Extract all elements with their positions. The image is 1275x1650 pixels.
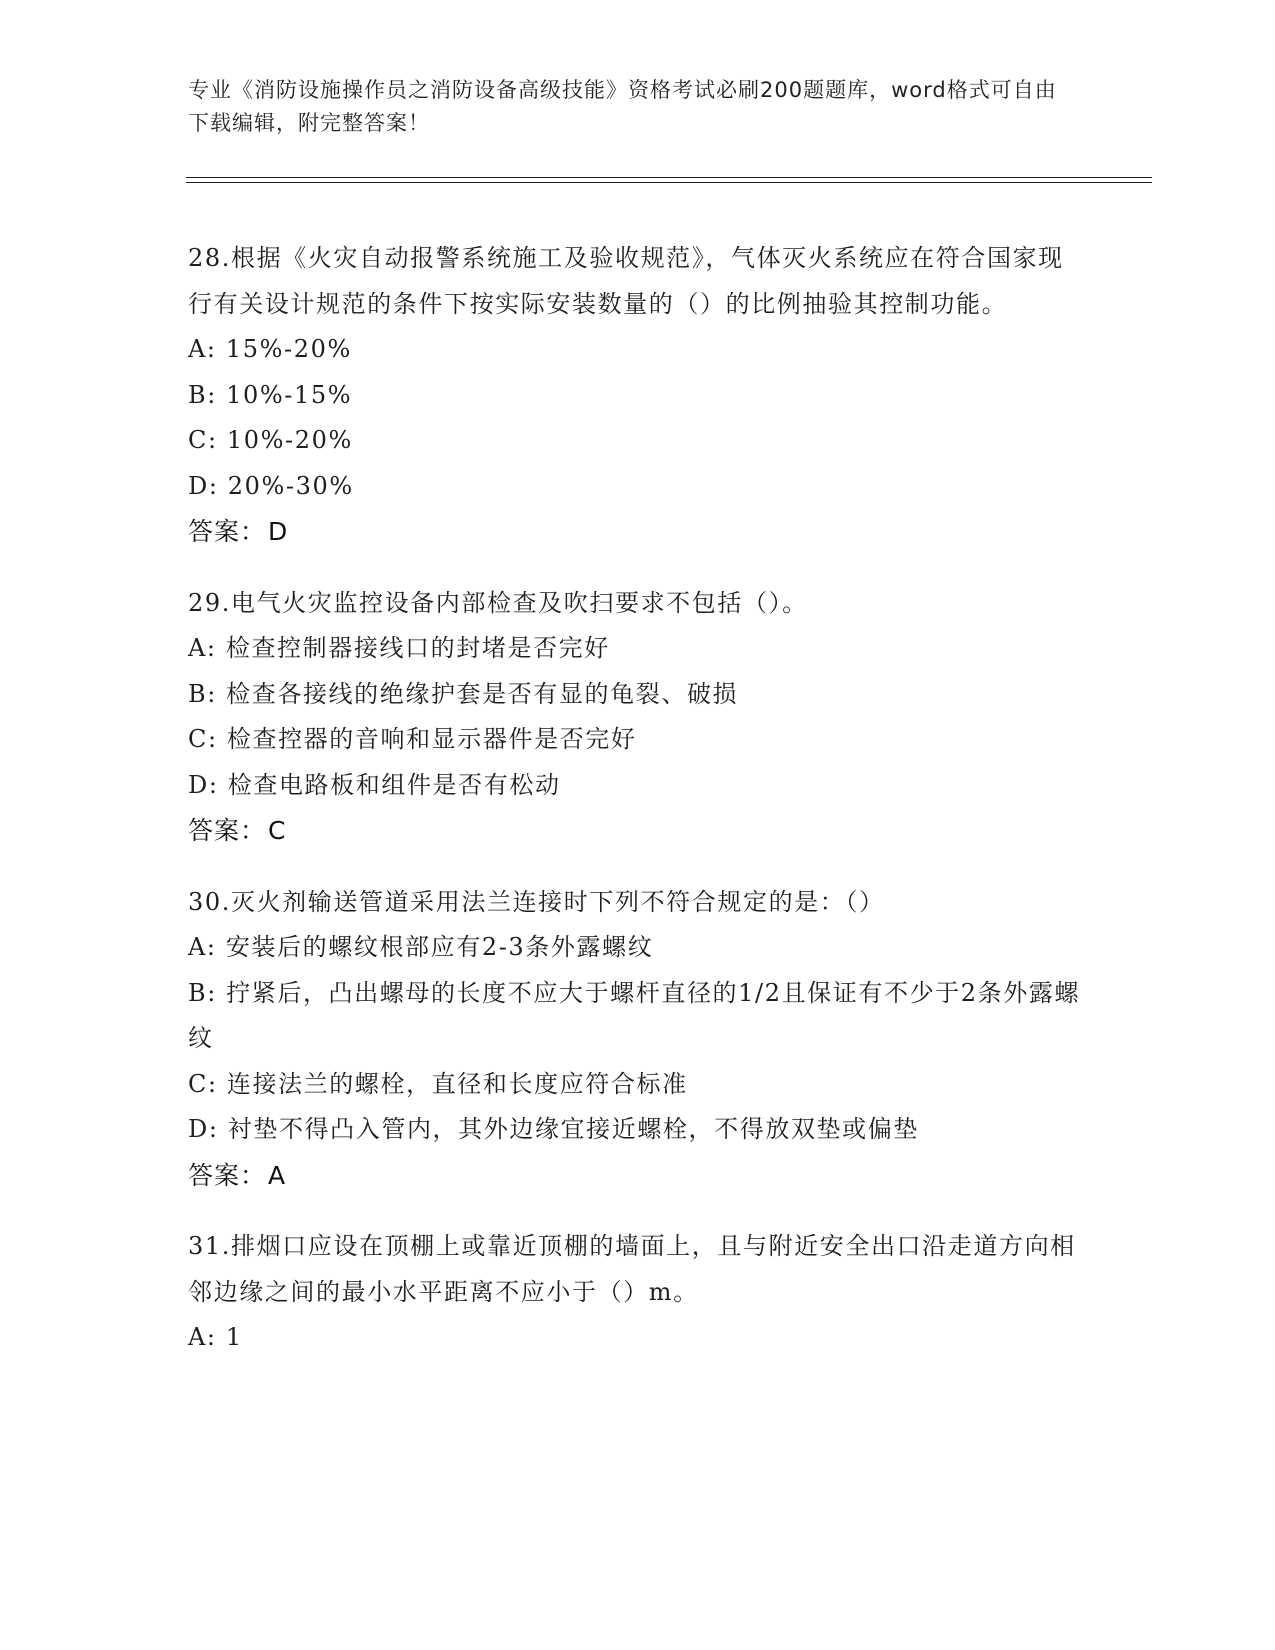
option-d: D: 检查电路板和组件是否有松动 — [188, 770, 561, 799]
answer-line — [188, 509, 1088, 555]
option-a: A: 1 — [188, 1323, 243, 1351]
document-header — [188, 74, 1068, 140]
option-b: B: 拧紧后，凸出螺母的长度不应大于螺杆直径的1/2且保证有不少于2条外露螺纹 — [188, 978, 1081, 1052]
header-divider-top — [186, 177, 1152, 178]
answer-label: 答案： — [188, 517, 267, 546]
option-a: A: 15%-20% — [188, 335, 352, 363]
option-d: D: 20%-30% — [188, 471, 354, 500]
question-stem: 31.排烟口应设在顶棚上或靠近顶棚的墙面上，且与附近安全出口沿走道方向相邻边缘之间的最小水平距离不应小于（）m。 — [188, 1232, 1076, 1306]
answer-value: D — [268, 517, 289, 546]
option-b: B: 10%-15% — [188, 380, 353, 409]
option-a: A: 检查控制器接线口的封堵是否完好 — [188, 634, 610, 662]
answer-line — [188, 1153, 1088, 1199]
header-divider-bottom — [186, 182, 1152, 183]
question-31 — [188, 1224, 1088, 1361]
option-d: D: 衬垫不得凸入管内，其外边缘宜接近螺栓，不得放双垫或偏垫 — [188, 1115, 919, 1143]
answer-label: 答案： — [188, 1160, 267, 1190]
answer-value: A — [268, 1160, 287, 1190]
option-b: B: 检查各接线的绝缘护套是否有显的龟裂、破损 — [188, 679, 739, 708]
header-text: 专业《消防设施操作员之消防设备高级技能》资格考试必刷200题题库，word格式可自由下载编辑，附完整答案！ — [188, 78, 1057, 135]
option-c: C: 连接法兰的螺栓，直径和长度应符合标准 — [188, 1069, 688, 1098]
option-a: A: 安装后的螺纹根部应有2-3条外露螺纹 — [188, 933, 654, 961]
question-28 — [188, 236, 1088, 555]
question-list — [188, 236, 1088, 1387]
answer-value: C — [268, 816, 287, 845]
question-stem: 29.电气火灾监控设备内部检查及吹扫要求不包括（）。 — [188, 588, 808, 617]
option-c: C: 检查控器的音响和显示器件是否完好 — [188, 725, 637, 753]
question-30 — [188, 880, 1088, 1199]
question-29 — [188, 581, 1088, 854]
question-stem: 28.根据《火灾自动报警系统施工及验收规范》，气体灭火系统应在符合国家现行有关设计规范的条件下按实际安装数量的（）的比例抽验其控制功能。 — [188, 244, 1064, 318]
answer-line — [188, 808, 1088, 854]
question-stem: 30.灭火剂输送管道采用法兰连接时下列不符合规定的是：（） — [188, 887, 885, 916]
answer-label: 答案： — [188, 816, 267, 845]
option-c: C: 10%-20% — [188, 426, 353, 454]
